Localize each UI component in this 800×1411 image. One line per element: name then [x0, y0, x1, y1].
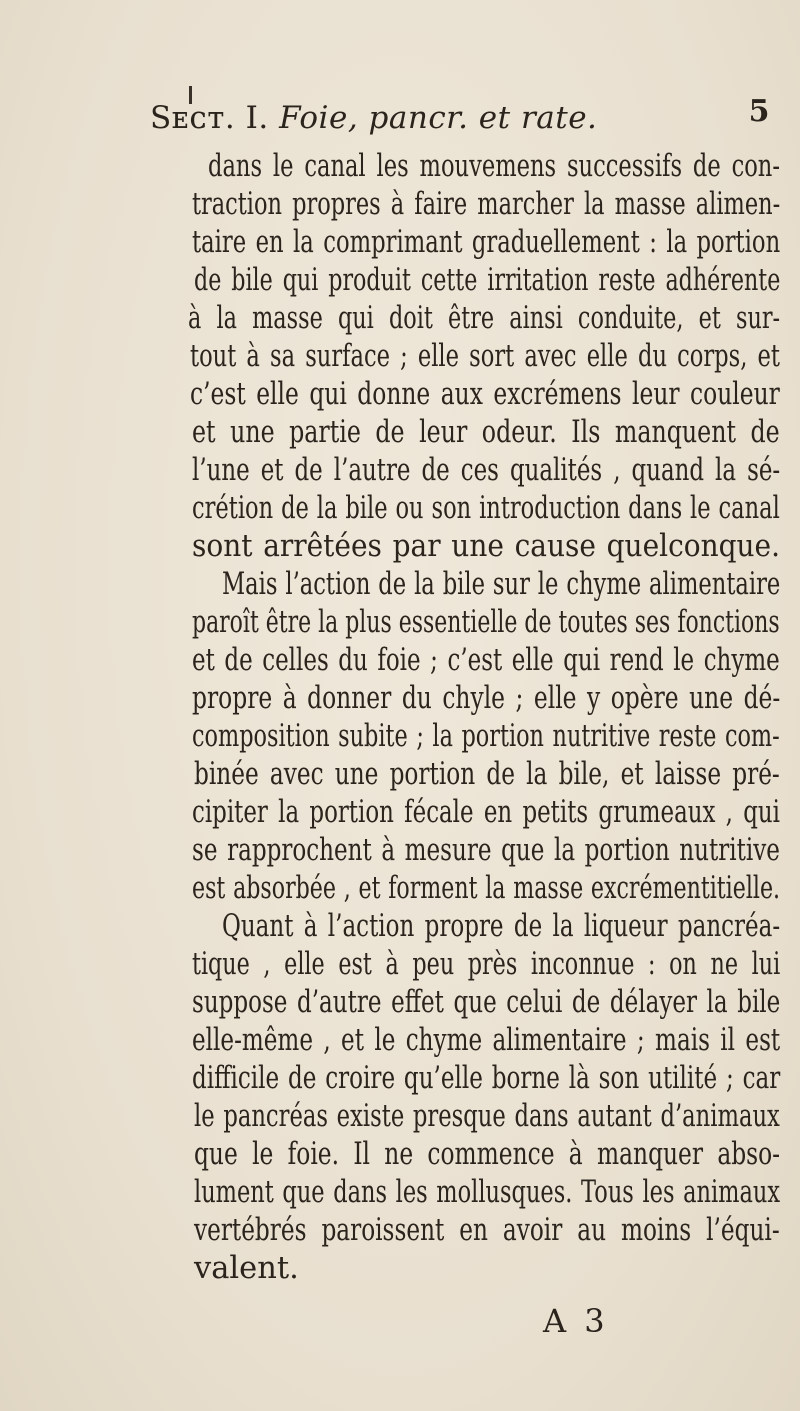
text-line: crétion de la bile ou son introduction dans le canal	[192, 491, 780, 526]
text-line: traction propres à faire marcher la masse alimen-	[192, 187, 781, 222]
text-line: valent.	[194, 1251, 299, 1286]
text-line: difficile de croire qu’elle borne là son utilité ; car	[192, 1061, 781, 1096]
text-line: composition subite ; la portion nutritive reste com-	[192, 719, 780, 754]
text-line: Mais l’action de la bile sur le chyme alimentaire	[222, 567, 781, 602]
header-section-label: Sᴇᴄᴛ. I.	[150, 100, 269, 136]
text-line: que le foie. Il ne commence à manquer abso-	[194, 1137, 781, 1172]
text-line: tout à sa surface ; elle sort avec elle du corps, et	[190, 339, 780, 374]
text-line: de bile qui produit cette irritation reste adhérente	[194, 263, 781, 298]
text-line: se rapprochent à mesure que la portion nutritive	[192, 833, 780, 868]
text-line: cipiter la portion fécale en petits grumeaux , qui	[192, 795, 780, 830]
text-line: sont arrêtées par une cause quelconque.	[192, 529, 780, 564]
text-line: le pancréas existe presque dans autant d’animaux	[194, 1099, 780, 1134]
page-number: 5	[748, 94, 770, 129]
text-line: est absorbée , et forment la masse excrémentitielle.	[192, 871, 781, 906]
text-line: suppose d’autre effet que celui de délayer la bile	[192, 985, 781, 1020]
text-line: et de celles du foie ; c’est elle qui rend le chyme	[192, 643, 780, 678]
header-section	[150, 100, 597, 136]
text-line: elle-même , et le chyme alimentaire ; mais il est	[192, 1023, 781, 1058]
text-line: Quant à l’action propre de la liqueur pancréa-	[222, 909, 781, 944]
text-line: et une partie de leur odeur. Ils manquent de	[192, 415, 780, 450]
text-line: propre à donner du chyle ; elle y opère une dé-	[192, 681, 781, 716]
text-line: vertébrés paroissent en avoir au moins l’équi-	[194, 1213, 780, 1248]
text-line: paroît être la plus essentielle de toutes ses fonctions	[192, 605, 780, 640]
text-line: l’une et de l’autre de ces qualités , quand la sé-	[192, 453, 781, 488]
text-line: tique , elle est à peu près inconnue : on ne lui	[192, 947, 781, 982]
text-line: lument que dans les mollusques. Tous les animaux	[194, 1175, 781, 1210]
text-line: à la masse qui doit être ainsi conduite, et sur-	[188, 301, 781, 336]
running-header	[150, 94, 780, 140]
text-line: binée avec une portion de la bile, et laisse pré-	[194, 757, 780, 792]
text-line: c’est elle qui donne aux excrémens leur couleur	[190, 377, 780, 412]
text-line: dans le canal les mouvemens successifs de con-	[208, 149, 780, 184]
header-title: Foie, pancr. et rate.	[279, 100, 598, 136]
signature-mark: A 3	[543, 1302, 609, 1340]
text-line: taire en la comprimant graduellement : la portion	[192, 225, 781, 260]
